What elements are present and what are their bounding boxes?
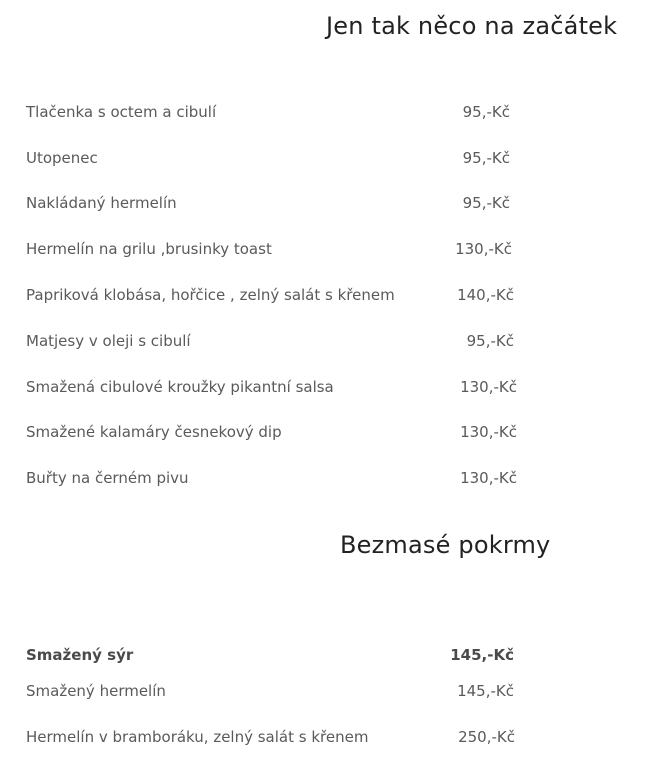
menu-item-name: Smažený sýr [26,646,134,664]
menu-item-price: 130,-Kč [455,240,512,258]
menu-item [0,146,667,170]
menu-item-price: 130,-Kč [460,469,517,487]
menu-item-price: 140,-Kč [457,286,514,304]
section-title-starters: Jen tak něco na začátek [326,12,618,40]
menu-item-name: Matjesy v oleji s cibulí [26,332,191,350]
menu-item [0,466,667,490]
menu-item [0,375,667,399]
menu-item-price: 250,-Kč [458,728,515,746]
menu-item-name: Tlačenka s octem a cibulí [26,103,217,121]
menu-item-name: Buřty na černém pivu [26,469,189,487]
menu-item [0,329,667,353]
menu-item [0,237,667,261]
menu-item-name: Smažené kalamáry česnekový dip [26,423,282,441]
menu-item [0,283,667,307]
section-title-meatless-dishes: Bezmasé pokrmy [340,531,551,559]
menu-item [0,100,667,124]
menu-item [0,191,667,215]
menu-item-name: Nakládaný hermelín [26,194,177,212]
menu-item-price: 95,-Kč [466,332,514,350]
menu-item-name: Hermelín na grilu ,brusinky toast [26,240,272,258]
menu-item-price: 130,-Kč [460,423,517,441]
menu-item [0,679,667,703]
menu-item-price: 145,-Kč [450,646,514,664]
menu-item [0,420,667,444]
menu-item-name: Hermelín v bramboráku, zelný salát s křenem [26,728,369,746]
menu-item-name: Utopenec [26,149,98,167]
menu-item-price: 130,-Kč [460,378,517,396]
menu-item [0,643,667,667]
menu-item-name: Smažená cibulové kroužky pikantní salsa [26,378,334,396]
menu-item [0,725,667,749]
menu-item-price: 145,-Kč [457,682,514,700]
menu-item-name: Smažený hermelín [26,682,166,700]
menu-item-price: 95,-Kč [462,103,510,121]
menu-item-name: Papriková klobása, hořčice , zelný salát s křenem [26,286,395,304]
menu-item-price: 95,-Kč [462,194,510,212]
menu-item-price: 95,-Kč [462,149,510,167]
